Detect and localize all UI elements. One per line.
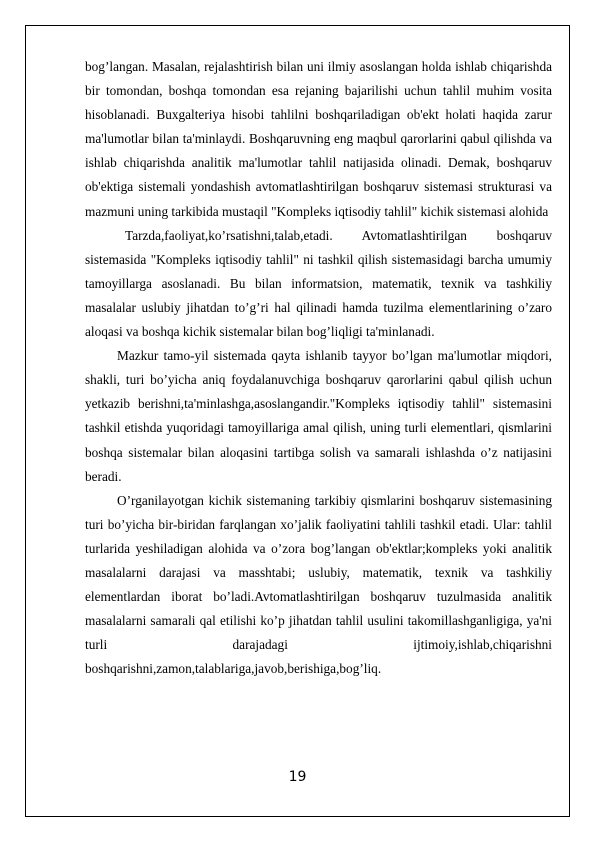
page-number: 19 <box>288 769 307 785</box>
paragraph-3: Mazkur tamo-yil sistemada qayta ishlanib tayyor bo’lgan ma'lumotlar miqdori, shakli, turi bo’yicha aniq foydalanuvchiga boshqaruv qarorlarini qabul qilish uchun yetkazib berishni,ta'minlashga,asoslangandir."Kompleks iqtisodiy tahlil" sistemasini tashkil etishda yuqoridagi tamoyillariga amal qilish, uning turli elementlari, qismlarini boshqa sistemalar bilan aloqasini tartibga solish va samarali ishlashda o’z natijasini beradi. <box>85 348 552 484</box>
document-body <box>85 55 552 681</box>
paragraph-4: O’rganilayotgan kichik sistemaning tarkibiy qismlarini boshqaruv sistemasining turi bo’yicha bir-biridan farqlangan xo’jalik faoliyatini tahlili tashkil etadi. Ular: tahlil turlarida yeshiladigan alohida va o’zora bog’langan ob'ektlar;kompleks yoki analitik masalalarni darajasi va masshtabi; uslubiy, matematik, texnik va tashkiliy elementlardan iborat bo’ladi.Avtomatlashtirilgan boshqaruv tuzulmasida analitik masalalarni samarali qal etilishi ko’p jihatdan tahlil usulini takomillashganligiga, ya'ni turli darajadagi ijtimoiy,ishlab,chiqarishni boshqarishni,zamon,talablariga,javob,berishiga,bog’liq. <box>85 492 552 677</box>
paragraph-2: Tarzda,faoliyat,ko’rsatishni,talab,etadi. Avtomatlashtirilgan boshqaruv sistemasida "Kompleks iqtisodiy tahlil" ni tashkil qilish sistemasidagi barcha umumiy tamoyillarga asoslanadi. Bu bilan informatsion, matematik, texnik va tashkiliy masalalar uslubiy jihatdan to’g’ri hal qilinadi hamda tuzilma elementlarining o’zaro aloqasi va boshqa kichik sistemalar bilan bog’liqligi ta'minlanadi. <box>85 227 552 340</box>
paragraph-1: bog’langan. Masalan, rejalashtirish bilan uni ilmiy asoslangan holda ishlab chiqarishda bir tomondan, boshqa tomondan esa rejaning bajarilishi uchun tahlil muhim vosita hisoblanadi. Buxgalteriya hisobi tahlilni boshqariladigan ob'ekt holati haqida zarur ma'lumotlar bilan ta'minlaydi. Boshqaruvning eng maqbul qarorlarini qabul qilishda va ishlab chiqarishda analitik ma'lumotlar tahlil natijasida olinadi. Demak, boshqaruv ob'ektiga sistemali yondashish avtomatlashtirilgan boshqaruv sistemasi strukturasi va mazmuni uning tarkibida mustaqil "Kompleks iqtisodiy tahlil" kichik sistemasi alohida <box>85 59 552 219</box>
